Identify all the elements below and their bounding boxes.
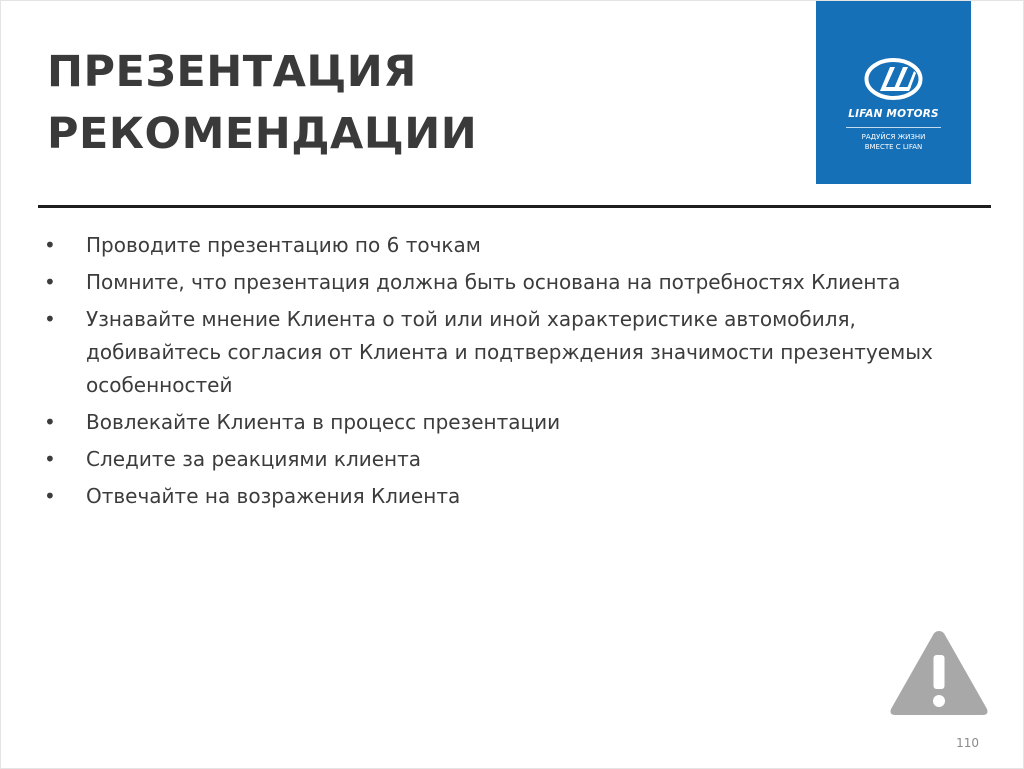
bullet-item — [44, 443, 984, 476]
bullet-marker: • — [44, 447, 56, 471]
bullet-text: Вовлекайте Клиента в процесс презентации — [86, 410, 561, 434]
slide-title-line-2: РЕКОМЕНДАЦИИ — [47, 109, 478, 159]
bullet-text: Помните, что презентация должна быть основана на потребностях Клиента — [86, 270, 901, 294]
bullet-marker: • — [44, 270, 56, 294]
bullet-item — [44, 266, 984, 299]
bullet-item — [44, 229, 984, 262]
slide-title — [47, 41, 477, 165]
bullet-item — [44, 303, 984, 402]
bullet-list — [44, 229, 984, 517]
bullet-marker: • — [44, 410, 56, 434]
bullet-marker: • — [44, 484, 56, 508]
bullet-text: Следите за реакциями клиента — [86, 447, 422, 471]
logo-slogan-line-1: РАДУЙСЯ ЖИЗНИ — [861, 133, 926, 141]
bullet-item — [44, 406, 984, 439]
bullet-item — [44, 480, 984, 513]
bullet-marker: • — [44, 307, 56, 331]
logo-slogan — [816, 132, 971, 152]
slide-title-line-1: ПРЕЗЕНТАЦИЯ — [47, 47, 417, 97]
title-underline — [38, 205, 991, 208]
warning-triangle-icon — [887, 627, 991, 719]
lifan-emblem-icon — [816, 1, 971, 184]
page-number: 110 — [956, 736, 979, 750]
lifan-logo — [816, 1, 971, 184]
logo-divider — [846, 127, 941, 128]
bullet-text: Отвечайте на возражения Клиента — [86, 484, 461, 508]
bullet-marker: • — [44, 233, 56, 257]
logo-brand-name: LIFAN MOTORS — [848, 108, 939, 120]
bullet-text: Проводите презентацию по 6 точкам — [86, 233, 481, 257]
logo-slogan-line-2: ВМЕСТЕ С LIFAN — [864, 143, 923, 151]
bullet-text: Узнавайте мнение Клиента о той или иной характеристике автомобиля, добивайтесь согласия от Клиента и подтверждения значимости презентуемых особенностей — [86, 307, 933, 397]
